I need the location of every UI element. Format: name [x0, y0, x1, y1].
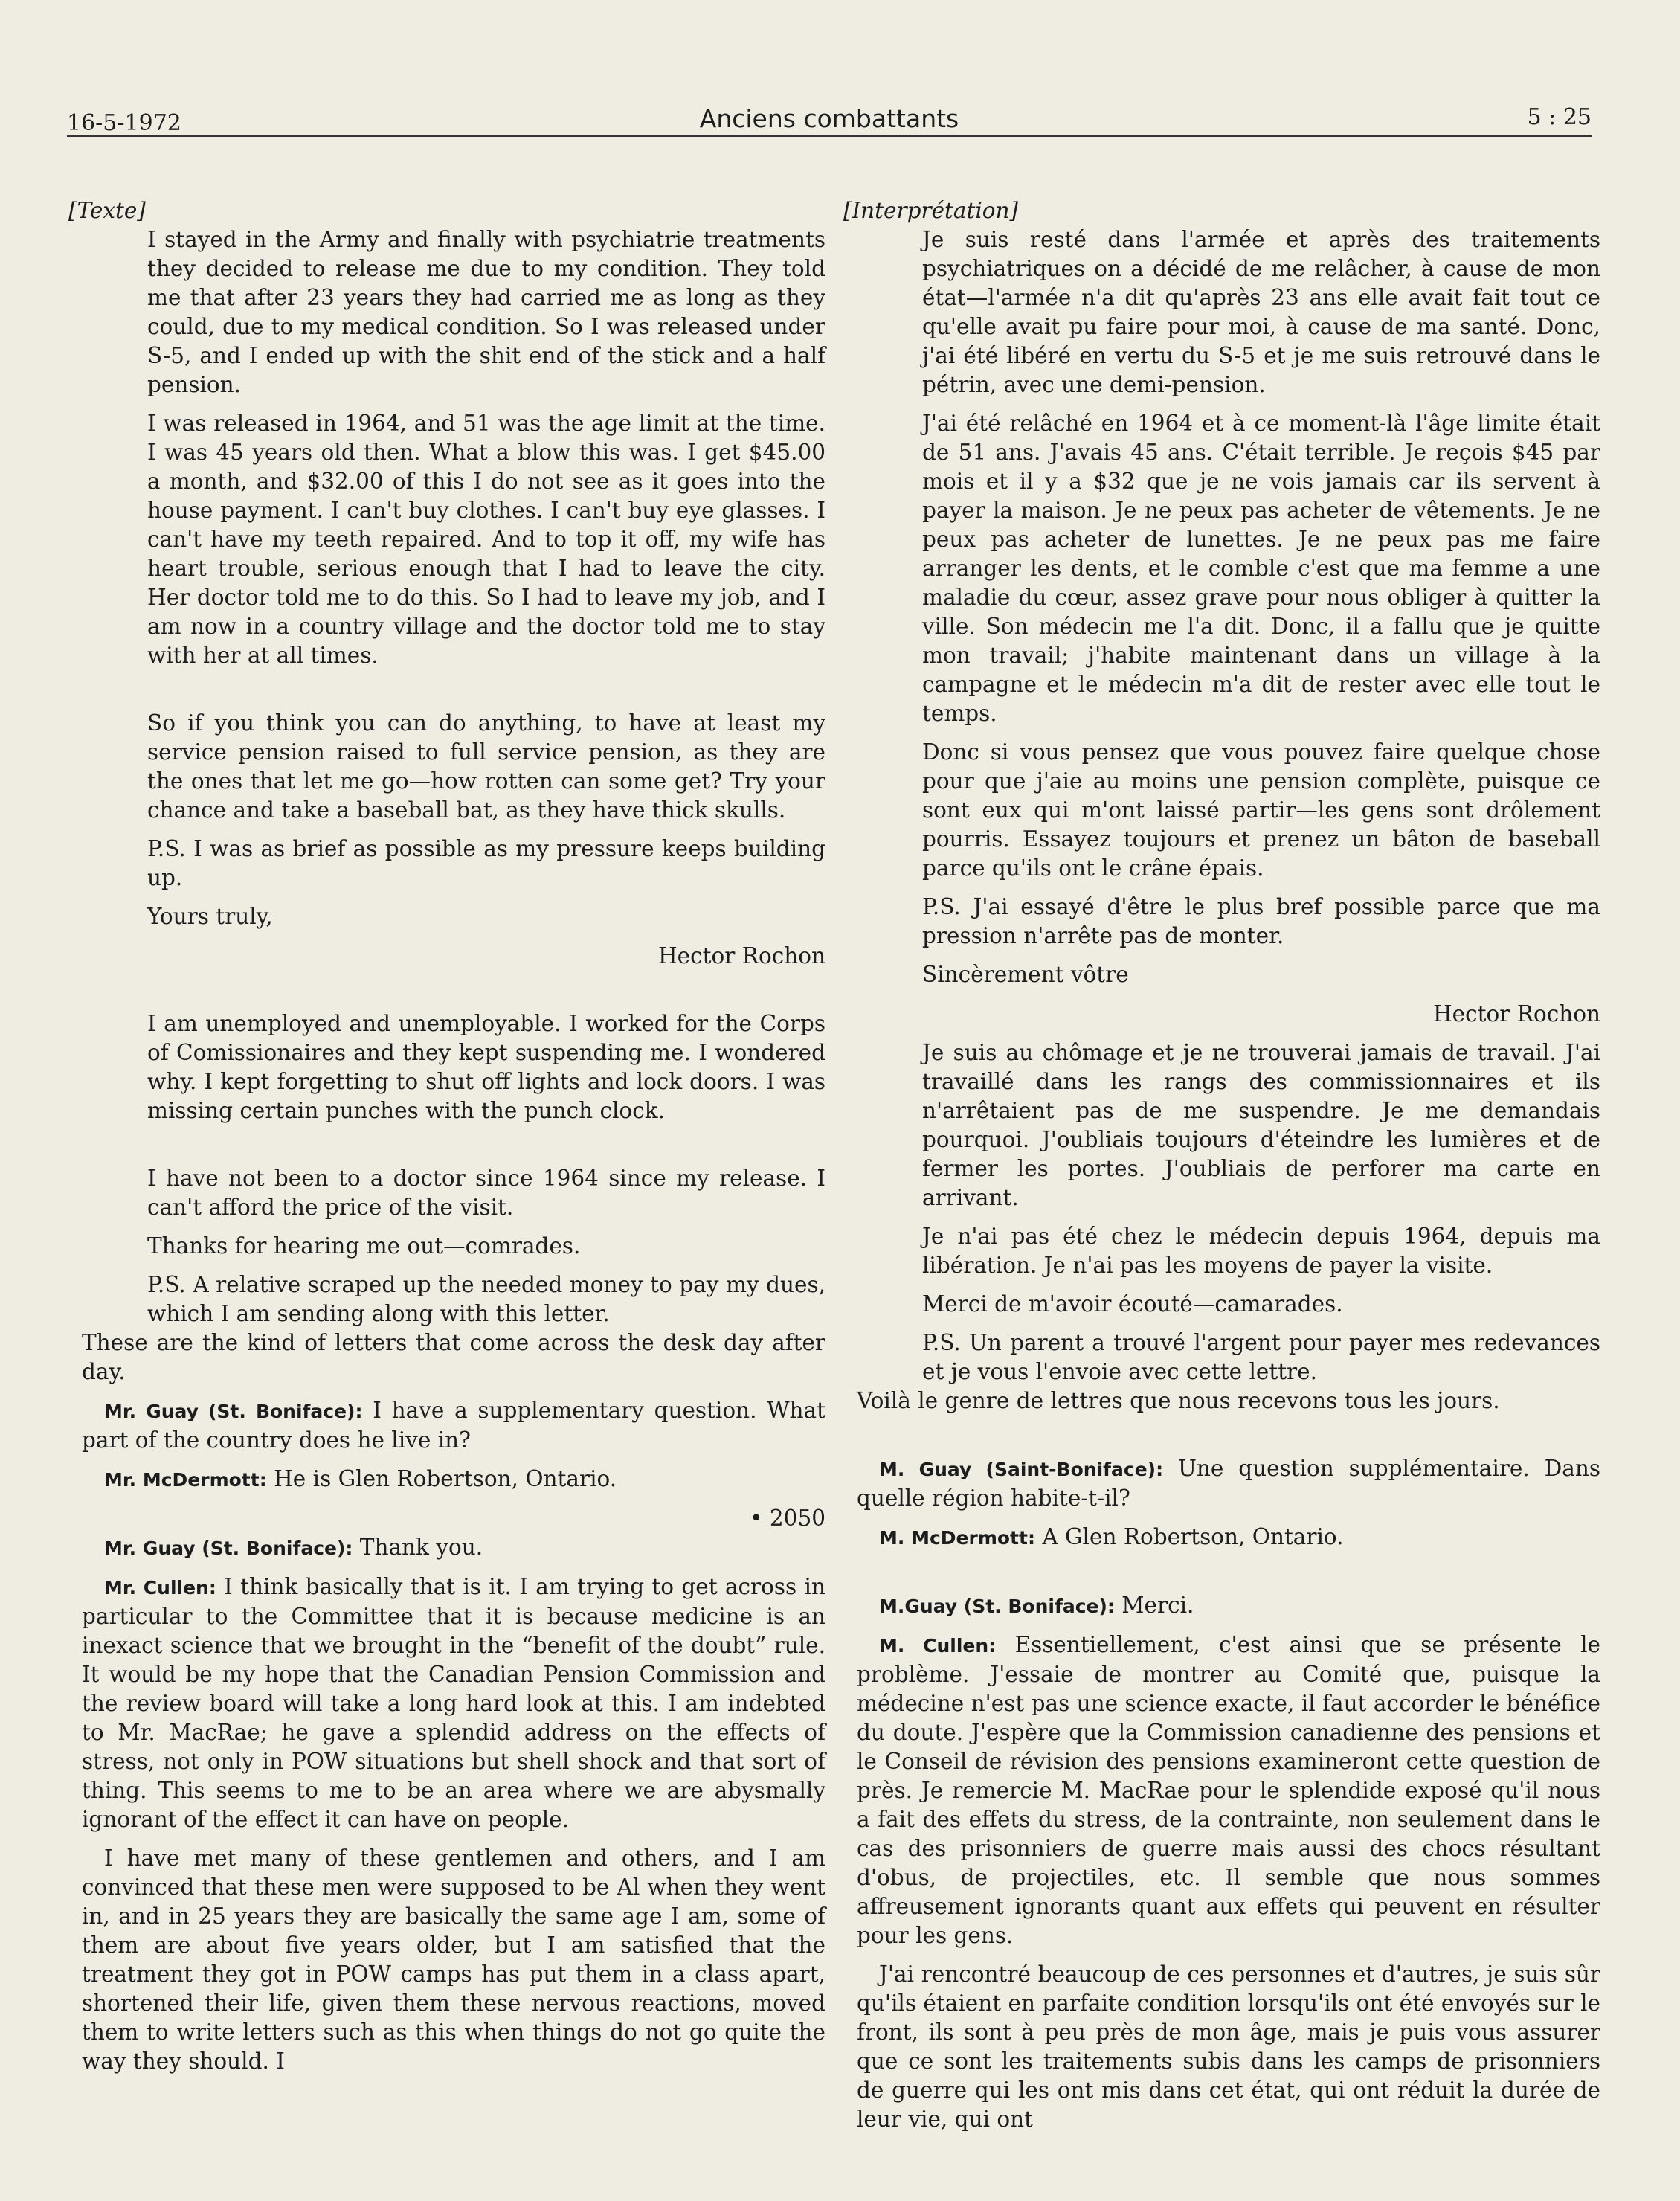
letter-postscript: P.S. Un parent a trouvé l'argent pour payer mes redevances et je vous l'envoie avec cette lettre. — [922, 1330, 1600, 1384]
speech-guay — [82, 1396, 825, 1455]
page-header — [67, 104, 1592, 140]
letter-quote — [857, 225, 1600, 1387]
speech-text: I have a supplementary question. What part of the country does he live in? — [82, 1398, 825, 1453]
narrative-paragraph: J'ai rencontré beaucoup de ces personnes et d'autres, je suis sûr qu'ils étaient en parfaite condition lorsqu'ils ont été envoyés sur le front, ils sont à peu près de mon âge, mais je puis vous assurer que ce sont les traitements subis dans les camps de prisonniers de guerre qui les ont mis dans cet état, qui ont réduit la durée de leur vie, qui ont — [857, 1961, 1600, 2132]
time-marker: • 2050 — [750, 1506, 825, 1531]
speech-guay — [82, 1533, 825, 1563]
letter-paragraph: So if you think you can do anything, to have at least my service pension raised to full service pension, as they are the ones that let me go—how rotten can some get? Try your chance and take a baseball bat, as they have thick skulls. — [147, 710, 825, 823]
speech-mcdermott — [82, 1465, 825, 1494]
narrative-paragraph: These are the kind of letters that come across the desk day after day. — [82, 1330, 825, 1384]
letter-thanks: Thanks for hearing me out—comrades. — [147, 1233, 581, 1259]
letter-postscript: P.S. J'ai essayé d'être le plus bref possible parce que ma pression n'arrête pas de monter. — [922, 894, 1600, 948]
letter-quote — [82, 225, 825, 1328]
letter-paragraph: I have not been to a doctor since 1964 since my release. I can't afford the price of the visit. — [147, 1166, 825, 1220]
speech-text: Essentiellement, c'est ainsi que se présente le problème. J'essaie de montrer au Comité que, puisque la médecine n'est pas une science exacte, il faut accorder le bénéfice du doute. J'espère que la Commission canadienne des pensions et le Conseil de révision des pensions examineront cette question de près. Je remercie M. MacRae pour le splendide exposé qu'il nous a fait des effets du stress, de la contrainte, non seulement dans le cas des prisonniers de guerre mais aussi des chocs résultant d'obus, de projectiles, etc. Il semble que nous sommes affreusement ignorants quant aux effets qui peuvent en résulter pour les gens. — [857, 1632, 1600, 1948]
speaker-name: Mr. McDermott: — [104, 1469, 267, 1491]
speech-text: Une question supplémentaire. Dans quelle région habite-t-il? — [857, 1456, 1600, 1511]
speech-text: Thank you. — [353, 1535, 483, 1560]
speech-cullen — [82, 1572, 825, 1834]
letter-postscript: P.S. A relative scraped up the needed money to pay my dues, which I am sending along with this letter. — [147, 1272, 825, 1326]
letter-closing: Sincèrement vôtre — [922, 962, 1129, 987]
speaker-name: M. Cullen: — [879, 1635, 997, 1657]
letter-paragraph: I am unemployed and unemployable. I worked for the Corps of Comissionaires and they kept suspending me. I wondered why. I kept forgetting to shut off lights and lock doors. I was missing certain punches with the punch clock. — [147, 1011, 825, 1123]
speaker-name: M.Guay (St. Boniface): — [879, 1596, 1115, 1617]
speech-text: A Glen Robertson, Ontario. — [1034, 1524, 1344, 1549]
letter-paragraph: J'ai été relâché en 1964 et à ce moment-là l'âge limite était de 51 ans. J'avais 45 ans. C'était terrible. Je reçois $45 par mois et il y a $32 que je ne vois jamais car ils servent à payer la maison. Je ne peux pas acheter de vêtements. Je ne peux pas acheter de lunettes. Je ne peux pas me faire arranger les dents, et le comble c'est que ma femme a une maladie du cœur, assez grave pour nous obliger à quitter la ville. Son médecin me l'a dit. Donc, il a fallu que je quitte mon travail; j'habite maintenant dans un village à la campagne et le médecin m'a dit de rester avec elle tout le temps. — [922, 411, 1600, 726]
letter-closing: Yours truly, — [147, 904, 273, 929]
narrative-paragraph: I have met many of these gentlemen and others, and I am convinced that these men were supposed to be Al when they went in, and in 25 years they are basically the same age I am, some of them are about five years older, but I am satisfied that the treatment they got in POW camps has put them in a class apart, shortened their life, given them these nervous reactions, moved them to write letters such as this when things do not go quite the way they should. I — [82, 1845, 825, 2074]
letter-paragraph: Je suis au chômage et je ne trouverai jamais de travail. J'ai travaillé dans les rangs des commissionnaires et ils n'arrêtaient pas de me suspendre. Je me demandais pourquoi. J'oubliais toujours d'éteindre les lumières et de fermer les portes. J'oubliais de perforer ma carte en arrivant. — [922, 1040, 1600, 1210]
speech-text: He is Glen Robertson, Ontario. — [266, 1466, 617, 1491]
narrative-paragraph: Voilà le genre de lettres que nous recevons tous les jours. — [857, 1388, 1500, 1413]
letter-postscript: P.S. I was as brief as possible as my pressure keeps building up. — [147, 836, 825, 890]
speech-guay — [857, 1591, 1600, 1621]
letter-paragraph: I was released in 1964, and 51 was the age limit at the time. I was 45 years old then. What a blow this was. I get $45.00 a month, and $32.00 of this I do not see as it goes into the house payment. I can't buy clothes. I can't buy eye glasses. I can't have my teeth repaired. And to top it off, my wife has heart trouble, serious enough that I had to leave the city. Her doctor told me to do this. So I had to leave my job, and I am now in a country village and the doctor told me to stay with her at all times. — [147, 411, 825, 668]
header-page-number: 5 : 25 — [1527, 104, 1592, 130]
speaker-name: M. Guay (Saint-Boniface): — [879, 1459, 1164, 1480]
section-label-interpretation: [Interprétation] — [843, 198, 1019, 223]
speech-guay — [857, 1454, 1600, 1513]
speech-cullen — [857, 1630, 1600, 1950]
speaker-name: Mr. Guay (St. Boniface): — [104, 1401, 363, 1422]
speech-text: I think basically that is it. I am trying to get across in particular to the Committee that it is because medicine is an inexact science that we brought in the “benefit of the doubt” rule. It would be my hope that the Canadian Pension Commission and the review board will take a long hard look at this. I am indebted to Mr. MacRae; he gave a splendid address on the effects of stress, not only in POW situations but shell shock and that sort of thing. This seems to me to be an area where we are abysmally ignorant of the effect it can have on people. — [82, 1574, 825, 1832]
letter-signature: Hector Rochon — [657, 943, 825, 968]
header-rule — [67, 135, 1592, 137]
speaker-name: Mr. Cullen: — [104, 1577, 216, 1598]
speech-mcdermott — [857, 1523, 1600, 1552]
speaker-name: Mr. Guay (St. Boniface): — [104, 1538, 353, 1559]
letter-paragraph: Donc si vous pensez que vous pouvez faire quelque chose pour que j'aie au moins une pension complète, puisque ce sont eux qui m'ont laissé partir—les gens sont drôlement pourris. Essayez toujours et prenez un bâton de baseball parce qu'ils ont le crâne épais. — [922, 739, 1600, 881]
speaker-name: M. McDermott: — [879, 1527, 1035, 1549]
letter-signature: Hector Rochon — [1432, 1001, 1600, 1026]
speech-text: Merci. — [1114, 1593, 1194, 1618]
letter-paragraph: I stayed in the Army and finally with psychiatrie treatments they decided to release me due to my condition. They told me that after 23 years they had carried me as long as they could, due to my medical condition. So I was released under S-5, and I ended up with the shit end of the stick and a half pension. — [147, 227, 825, 397]
english-column — [68, 196, 825, 2076]
french-column — [843, 196, 1600, 2134]
header-date: 16-5-1972 — [67, 110, 181, 136]
header-title: Anciens combattants — [699, 104, 959, 133]
section-label-texte: [Texte] — [68, 198, 146, 223]
letter-paragraph: Je n'ai pas été chez le médecin depuis 1964, depuis ma libération. Je n'ai pas les moyens de payer la visite. — [922, 1224, 1600, 1278]
letter-paragraph: Je suis resté dans l'armée et après des traitements psychiatriques on a décidé de me relâcher, à cause de mon état—l'armée n'a dit qu'après 23 ans elle avait fait tout ce qu'elle avait pu faire pour moi, à cause de ma santé. Donc, j'ai été libéré en vertu du S-5 et je me suis retrouvé dans le pétrin, avec une demi-pension. — [922, 227, 1600, 397]
letter-thanks: Merci de m'avoir écouté—camarades. — [922, 1291, 1343, 1317]
